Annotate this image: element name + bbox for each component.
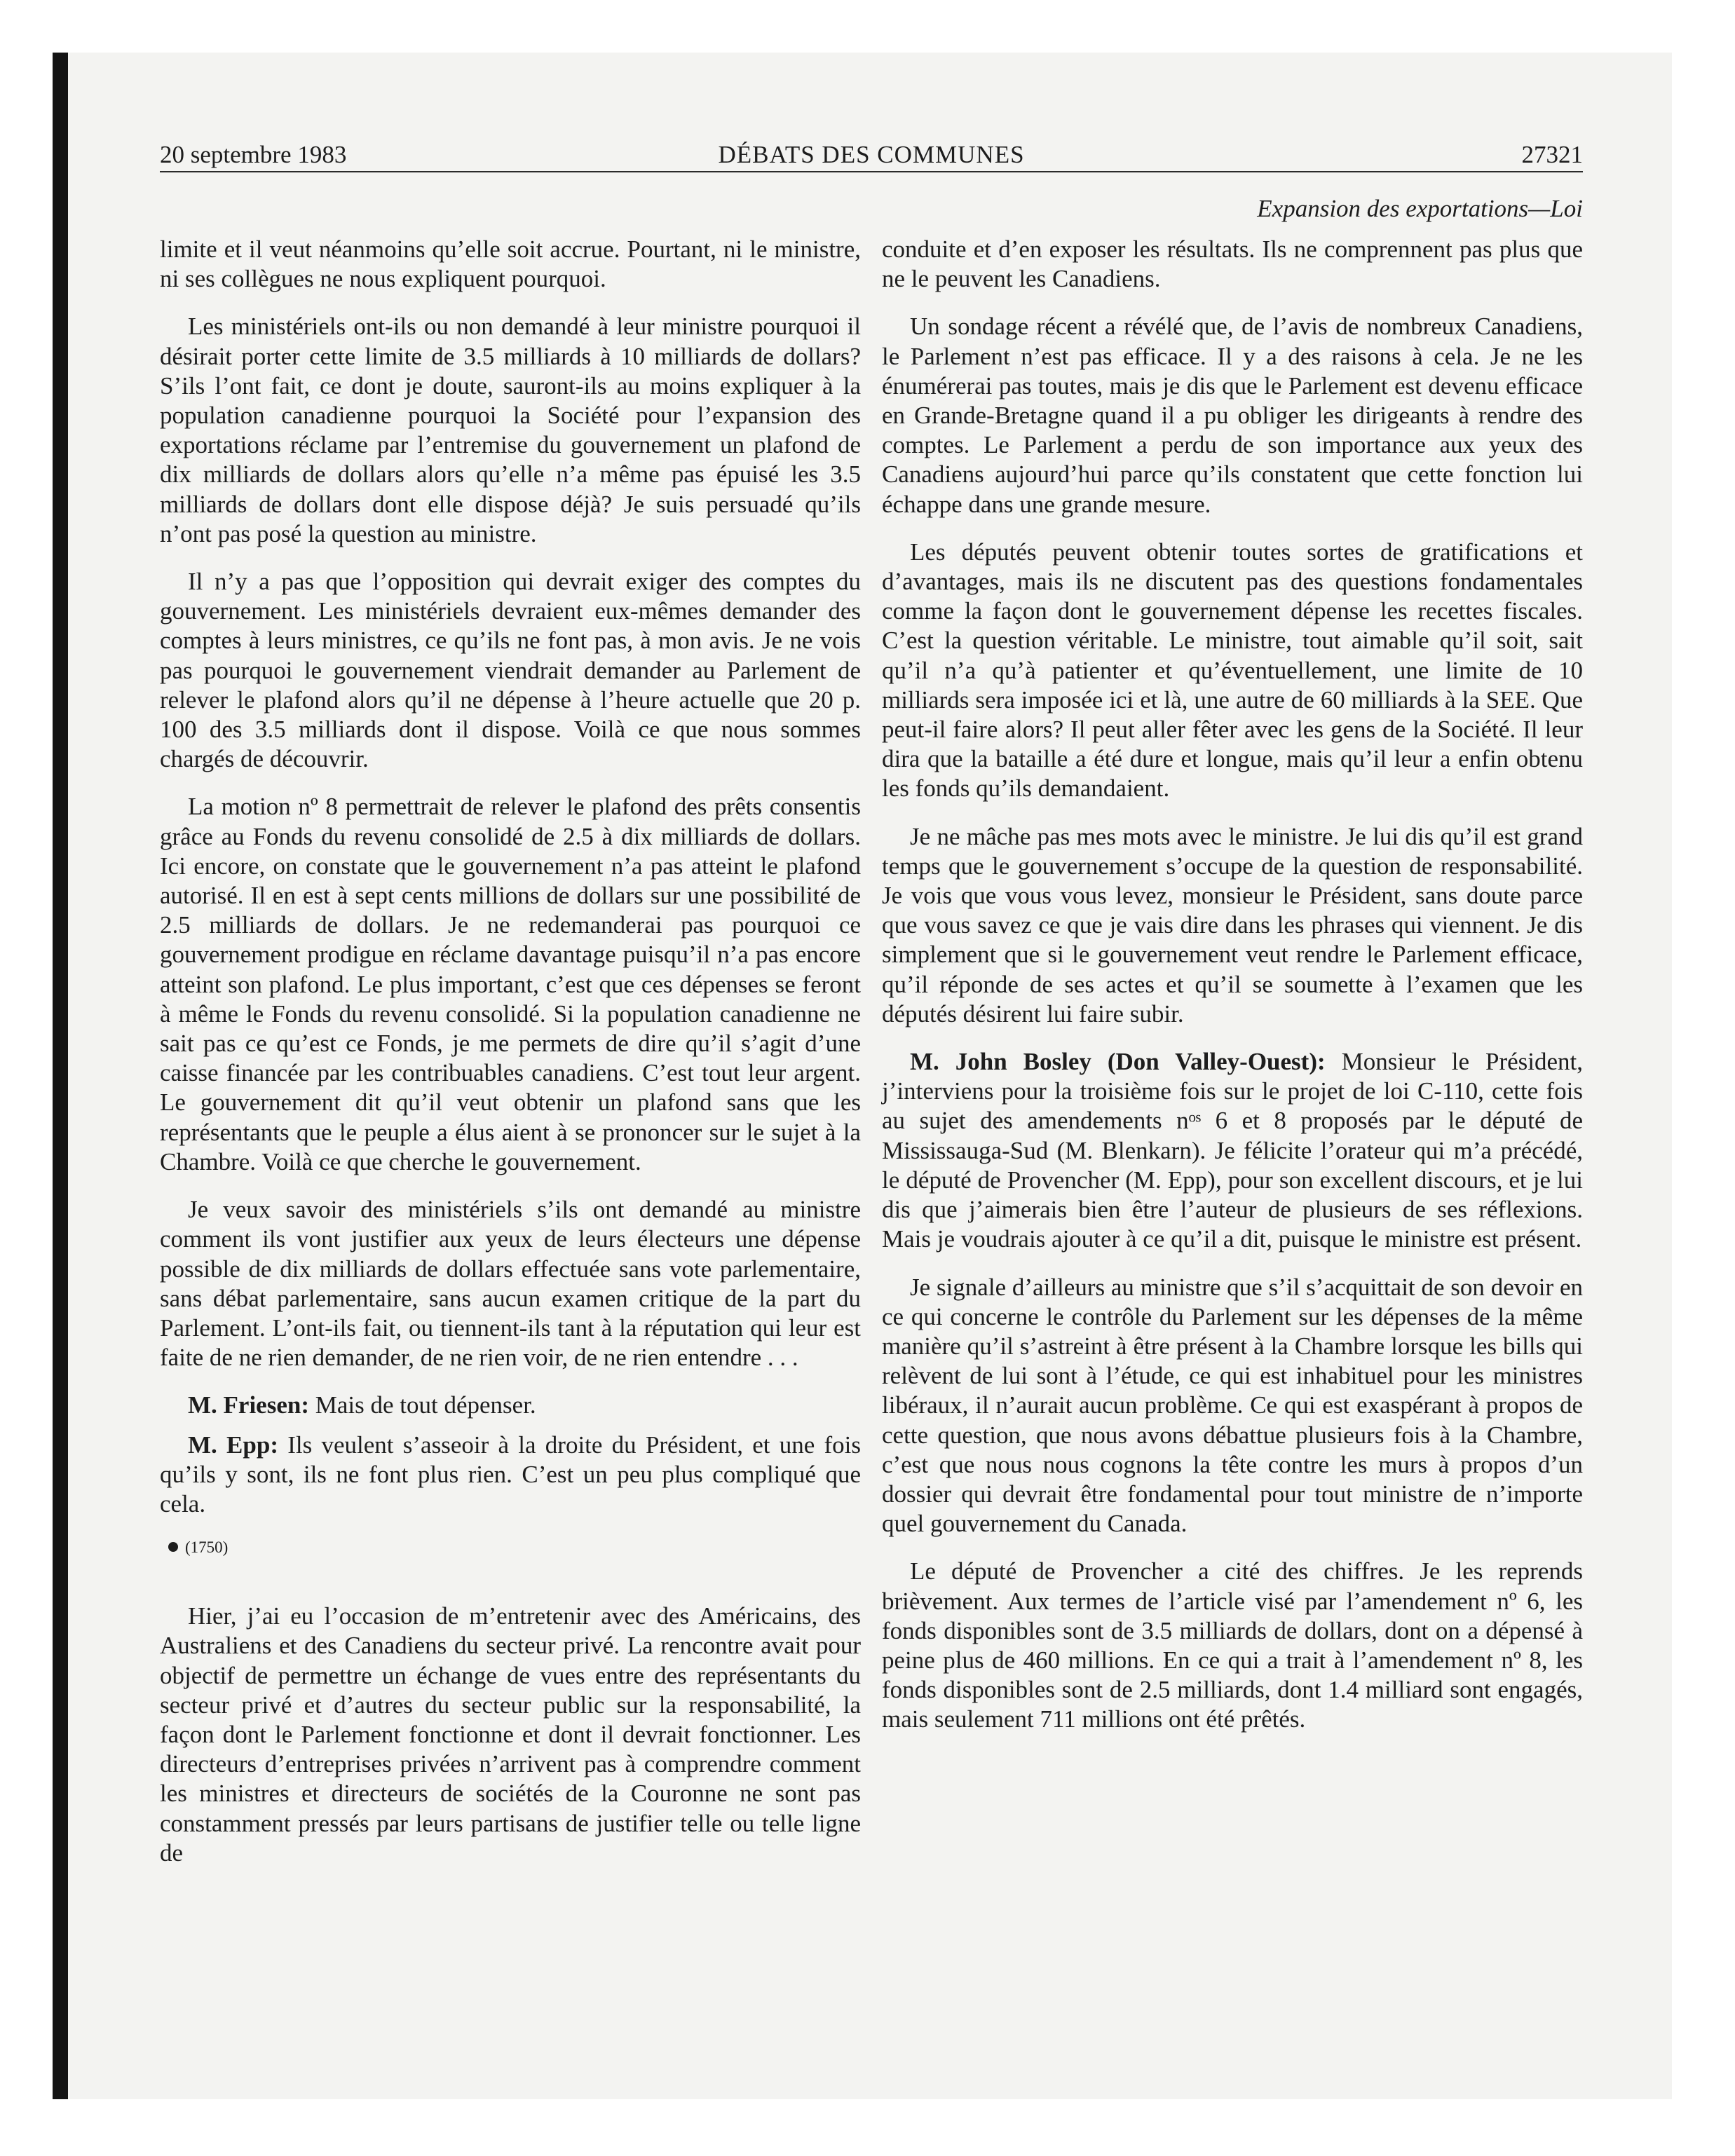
speech-epp <box>160 1431 861 1520</box>
paragraph: limite et il veut néanmoins qu’elle soit accrue. Pourtant, ni le ministre, ni ses collègues ne nous expliquent pourquoi. <box>160 236 861 293</box>
paragraph: Je veux savoir des ministériels s’ils ont demandé au ministre comment ils vont justifier aux yeux de leurs électeurs une dépense possible de dix milliards de dollars effectuée sans vote parlementaire, sans débat parlementaire, sans aucun examen critique de la part du Parlement. L’ont-ils fait, ou tiennent-ils tant à la réputation qui leur est faite de ne rien demander, de ne rien voir, de ne rien entendre . . . <box>160 1196 861 1372</box>
paragraph: Je signale d’ailleurs au ministre que s’il s’acquittait de son devoir en ce qui concerne le contrôle du Parlement sur les dépenses de la même manière qu’il s’astreint à être présent à la Chambre lorsque les bills qui relèvent de lui sont à l’étude, ce qui est inhabituel pour les ministres libéraux, il n’aurait aucun problème. Ce qui est exaspérant à propos de cette question, que nous avons débattue plusieurs fois à la Chambre, c’est que nous nous cognons la tête contre les murs à propos d’un dossier qui devrait être fondamental pour tout ministre de n’importe quel gouvernement du Canada. <box>882 1273 1583 1538</box>
paragraph: La motion nº 8 permettrait de relever le plafond des prêts consentis grâce au Fonds du revenu consolidé de 2.5 à dix milliards de dollars. Ici encore, on constate que le gouvernement n’a pas atteint le plafond autorisé. Il en est à sept cents millions de dollars sur une possibilité de 2.5 milliards de dollars. Je ne redemanderai pas pourquoi ce gouvernement prodigue en réclame davantage puisqu’il n’a pas encore atteint son plafond. Le plus important, c’est que ces dépenses se feront à même le Fonds du revenu consolidé. Si la population canadienne ne sait pas ce qu’est ce Fonds, je me permets de dire qu’il s’agit d’une caisse financée par les contribuables canadiens. C’est tout leur argent. Le gouvernement dit qu’il veut obtenir un plafond sans que les représentants que le peuple a élus aient à se prononcer sur le sujet à la Chambre. Voilà ce que cherche le gouvernement. <box>160 793 861 1175</box>
section-title: Expansion des exportations—Loi <box>1257 195 1583 222</box>
page-header <box>160 139 1583 172</box>
speech-friesen <box>160 1391 861 1420</box>
speech-text: Ils veulent s’asseoir à la droite du Président, et une fois qu’ils y sont, ils ne font plus rien. C’est un peu plus compliqué que cela. <box>160 1431 862 1517</box>
left-column <box>160 235 861 1886</box>
paragraph: Le député de Provencher a cité des chiffres. Je les reprends brièvement. Aux termes de l’article visé par l’amendement nº 6, les fonds disponibles sont de 3.5 milliards de dollars, dont on a dépensé à peine plus de 460 millions. En ce qui a trait à l’amendement nº 8, les fonds disponibles sont de 2.5 milliards, dont 1.4 milliard sont engagés, mais seulement 711 millions ont été prêtés. <box>882 1557 1583 1733</box>
paragraph: Les ministériels ont-ils ou non demandé à leur ministre pourquoi il désirait porter cette limite de 3.5 milliards à 10 milliards de dollars? S’ils l’ont fait, ce dont je doute, sauront-ils au moins expliquer à la population canadienne pourquoi la Société pour l’expansion des exportations réclame par l’entremise du gouvernement un plafond de dix milliards de dollars alors qu’elle n’a même pas épuisé les 3.5 milliards de dollars dont elle dispose déjà? Je suis persuadé qu’ils n’ont pas posé la question au ministre. <box>160 313 861 547</box>
speaker-name: M. John Bosley (Don Valley-Ouest): <box>910 1048 1326 1076</box>
header-date: 20 septembre 1983 <box>160 141 347 168</box>
speaker-name: M. Epp: <box>188 1431 278 1459</box>
speech-bosley <box>882 1047 1583 1254</box>
journal-title: DÉBATS DES COMMUNES <box>718 141 1025 168</box>
speech-text: Mais de tout dépenser. <box>308 1391 536 1419</box>
speaker-name: M. Friesen: <box>188 1391 309 1419</box>
paragraph: Les députés peuvent obtenir toutes sortes de gratifications et d’avantages, mais ils ne discutent pas des questions fondamentales comme la façon dont le gouvernement dépense les recettes fiscales. C’est la question véritable. Le ministre, tout aimable qu’il soit, sait qu’il n’a qu’à patienter et qu’éventuellement, une limite de 10 milliards sera imposée ici et là, une autre de 60 milliards à la SEE. Que peut-il faire alors? Il peut aller fêter avec les gens de la Société. Il leur dira que la bataille a été dure et longue, mais qu’il leur a enfin obtenu les fonds qu’ils demandaient. <box>882 538 1583 803</box>
scan-border <box>53 53 68 2099</box>
bullet-icon <box>168 1542 178 1552</box>
paragraph: Hier, j’ai eu l’occasion de m’entretenir avec des Américains, des Australiens et des Canadiens du secteur privé. La rencontre avait pour objectif de permettre un échange de vues entre des représentants du secteur privé et d’autres du secteur public sur la responsabilité, la façon dont le Parlement fonctionne et dont il devrait fonctionner. Les directeurs d’entreprises privées n’arrivent pas à comprendre comment les ministres et directeurs de sociétés de la Couronne ne sont pas constamment pressés par leurs partisans de justifier telle ou telle ligne de <box>160 1602 861 1867</box>
paragraph: Je ne mâche pas mes mots avec le ministre. Je lui dis qu’il est grand temps que le gouvernement s’occupe de la question de responsabilité. Je vois que vous vous levez, monsieur le Président, sans doute parce que vous savez ce que je vais dire dans les phrases qui viennent. Je dis simplement que si le gouvernement veut rendre le Parlement efficace, qu’il réponde de ses actes et qu’il se soumette à l’examen que les députés désirent lui faire subir. <box>882 822 1583 1028</box>
time-marker-text: (1750) <box>185 1538 229 1557</box>
right-column <box>882 235 1583 1753</box>
page-number: 27321 <box>1521 141 1583 168</box>
paragraph: Un sondage récent a révélé que, de l’avis de nombreux Canadiens, le Parlement n’est pas efficace. Il y a des raisons à cela. Je ne les énumérerai pas toutes, mais je dis que le Parlement est devenu efficace en Grande-Bretagne quand il a pu obliger les dirigeants à rendre des comptes. Le Parlement a perdu de son importance aux yeux des Canadiens aujourd’hui parce qu’ils constatent que cette fonction lui échappe dans une grande mesure. <box>882 313 1583 518</box>
paragraph: Il n’y a pas que l’opposition qui devrait exiger des comptes du gouvernement. Les ministériels devraient eux-mêmes demander des comptes à leurs ministres, ce qu’ils ne font pas, à mon avis. Je ne vois pas pourquoi le gouvernement viendrait demander au Parlement de relever le plafond alors qu’il ne dépense à l’heure actuelle que 20 p. 100 des 3.5 milliards dont il dispose. Voilà ce que nous sommes chargés de découvrir. <box>160 568 861 773</box>
speech-text: Monsieur le Président, j’interviens pour la troisième fois sur le projet de loi C-110, cette fois au sujet des amendements nᵒˢ 6 et 8 proposés par le député de Mississauga-Sud (M. Blenkarn). Je félicite l’orateur qui m’a précédé, le député de Provencher (M. Epp), pour son excellent discours, et je lui dis que j’aimerais bien être l’auteur de plusieurs de ses réflexions. Mais je voudrais ajouter à ce qu’il a dit, puisque le ministre est présent. <box>882 1048 1583 1253</box>
paragraph: conduite et d’en exposer les résultats. Ils ne comprennent pas plus que ne le peuvent les Canadiens. <box>882 236 1583 293</box>
time-marker <box>168 1537 861 1558</box>
